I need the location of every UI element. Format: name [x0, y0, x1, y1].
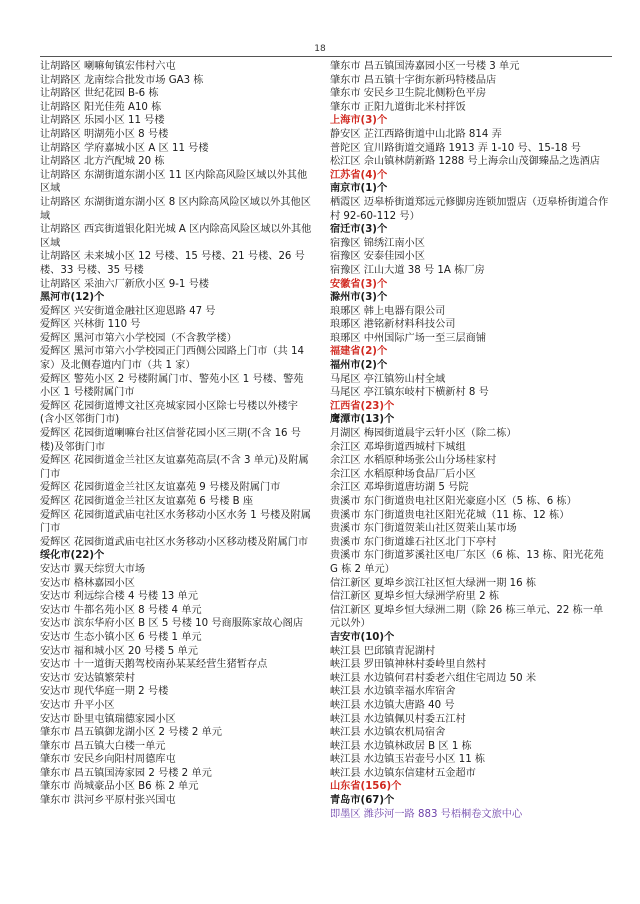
- address-entry: 宿豫区 安泰佳园小区: [330, 251, 425, 263]
- address-entry: 余江区 水稻原种场张公山分场桂家村: [330, 455, 497, 467]
- address-entry: 安达市 利远综合楼 4 号楼 13 单元: [40, 591, 198, 603]
- address-entry: 安达市 十一道街天鹅驾校南孙某某经营生猪暂存点: [40, 659, 268, 671]
- address-entry: 爱辉区 花园街道金兰社区友谊嘉苑 9 号楼及附属门市: [40, 482, 281, 494]
- address-entry: 安达市 卧里屯镇瑞德家园小区: [40, 713, 176, 725]
- address-entry: 让胡路区 东湖街道东湖小区 11 区内除高风险区域以外其他区域: [40, 169, 308, 195]
- address-entry: 让胡路区 明湖苑小区 8 号楼: [40, 128, 169, 140]
- province-heading: 安徽省(3)个: [330, 278, 388, 290]
- address-entry: 贵溪市 东门街道雄石社区北门下亭村: [330, 536, 497, 548]
- address-entry: 贵溪市 东门街道贵电社区阳光豪庭小区（5 栋、6 栋）: [330, 496, 577, 507]
- address-entry: 普陀区 宜川路街道交通路 1913 弄 1-10 号、15-18 号: [330, 142, 581, 154]
- address-entry: 爱辉区 花园街道武庙屯社区水务移动小区水务 1 号楼及附属门市: [40, 509, 311, 535]
- address-entry: 峡江县 水边镇幸福水库宿舍: [330, 686, 456, 698]
- address-entry: 信江新区 夏埠乡滨江社区恒大绿洲一期 16 栋: [330, 577, 537, 589]
- address-entry: 让胡路区 阳光佳苑 A10 栋: [40, 101, 162, 113]
- address-entry: 让胡路区 北方汽配城 20 栋: [40, 156, 165, 168]
- address-entry: 肇东市 洪河乡平原村张兴国屯: [40, 795, 176, 807]
- province-heading: 福建省(2)个: [330, 346, 388, 358]
- address-entry: 让胡路区 喇嘛甸镇宏伟村六屯: [40, 61, 176, 72]
- address-entry: 让胡路区 西宾街道银化阳光城 A 区内除高风险区域以外其他区域: [40, 224, 312, 249]
- city-heading: 吉安市(10)个: [330, 631, 395, 643]
- address-entry: 峡江县 水边镇大唐路 40 号: [330, 699, 455, 711]
- address-entry: 爱辉区 花园街道喇嘛台社区信誉花园小区三期(不含 16 号楼)及邻街门市: [40, 428, 301, 453]
- address-entry: 信江新区 夏埠乡恒大绿洲二期（除 26 栋三单元、22 栋一单元以外）: [330, 604, 604, 630]
- header-rule: [40, 56, 612, 57]
- address-entry: 余江区 水稻原种场食品厂后小区: [330, 468, 476, 480]
- address-entry: 琅琊区 港铭新材料科技公司: [330, 319, 456, 331]
- address-entry: 让胡路区 学府嘉城小区 A 区 11 号楼: [40, 142, 209, 154]
- address-entry: 峡江县 巴邱镇青泥湖村: [330, 645, 436, 657]
- address-entry: 余江区 邓埠街道西城村下城组: [330, 441, 466, 453]
- city-heading: 鹰潭市(13)个: [330, 414, 395, 426]
- address-entry: 峡江县 水边镇林政居 B 区 1 栋: [330, 740, 472, 752]
- address-entry: 肇东市 昌五镇国涛家园 2 号楼 2 单元: [40, 767, 212, 779]
- province-heading: 江西省(23)个: [330, 400, 395, 412]
- address-entry: 马尾区 亭江镇笏山村全域: [330, 373, 446, 385]
- address-entry: 让胡路区 世纪花园 B-6 栋: [40, 88, 159, 100]
- page-number: 18: [314, 44, 326, 54]
- address-entry: 安达市 滨东华府小区 B 区 5 号楼 10 号商服陈家故心阁店: [40, 618, 304, 630]
- address-entry: 安达市 升平小区: [40, 699, 115, 711]
- address-entry: 峡江县 水边镇农机局宿舍: [330, 727, 446, 739]
- address-entry: 信江新区 夏埠乡恒大绿洲学府里 2 栋: [330, 591, 500, 603]
- address-entry: 琅琊区 韩上电器有限公司: [330, 305, 446, 317]
- city-heading: 黑河市(12)个: [40, 292, 105, 304]
- address-entry: 让胡路区 龙南综合批发市场 GA3 栋: [40, 74, 204, 86]
- address-entry: 肇东市 昌五镇国涛嘉园小区一号楼 3 单元: [330, 61, 520, 72]
- address-entry: 让胡路区 东湖街道东湖小区 8 区内除高风险区域以外其他区域: [40, 196, 311, 222]
- address-entry: 爱辉区 兴安街道金融社区迎恩路 47 号: [40, 305, 216, 317]
- address-entry: 贵溪市 东门街道贺莱山社区贺莱山某市场: [330, 523, 517, 535]
- address-entry: 安达市 生态小镇小区 6 号楼 1 单元: [40, 631, 202, 643]
- address-entry: 峡江县 罗田镇神林村委岭里自然村: [330, 659, 487, 671]
- address-entry: 安达市 福和城小区 20 号楼 5 单元: [40, 645, 198, 657]
- province-heading: 山东省(156)个: [330, 781, 402, 793]
- address-entry: 肇东市 昌五镇御龙湖小区 2 号楼 2 单元: [40, 727, 222, 739]
- address-entry: 肇东市 昌五镇大白楼一单元: [40, 740, 166, 752]
- address-entry: 安达市 现代华庭一期 2 号楼: [40, 686, 169, 698]
- address-entry: 让胡路区 未来城小区 12 号楼、15 号楼、21 号楼、26 号楼、33 号楼、35 号楼: [40, 251, 305, 276]
- city-heading: 南京市(1)个: [330, 183, 388, 195]
- address-entry: 贵溪市 东门街道芗溪社区电厂东区（6 栋、13 栋、阳光花苑 G 栋 2 单元）: [330, 550, 604, 575]
- address-entry: 松江区 佘山镇林荫新路 1288 号上海佘山茂御臻品之选酒店: [330, 156, 600, 168]
- address-entry: 余江区 邓埠街道唐坊湖 5 号院: [330, 482, 469, 494]
- address-entry: 肇东市 昌五镇十字街东新玛特楼品店: [330, 74, 497, 86]
- address-entry: 安达市 格林嘉园小区: [40, 577, 135, 589]
- address-entry: 安达市 安达镇繁荣村: [40, 672, 135, 684]
- address-entry: 肇东市 正阳九道街北米村拌饭: [330, 101, 466, 113]
- address-entry: 马尾区 亭江镇东岐村下横新村 8 号: [330, 387, 489, 399]
- address-entry: 让胡路区 采油六厂新欣小区 9-1 号楼: [40, 278, 209, 290]
- address-entry: 肇东市 安民乡向阳村周德库屯: [40, 754, 176, 766]
- city-heading: 滁州市(3)个: [330, 292, 388, 304]
- address-entry: 爱辉区 警苑小区 2 号楼附属门市、警苑小区 1 号楼、警苑小区 1 号楼附属门市: [40, 373, 304, 399]
- address-entry: 贵溪市 东门街道贵电社区阳光花城（11 栋、12 栋）: [330, 509, 570, 521]
- city-heading: 宿迁市(3)个: [330, 224, 388, 236]
- city-heading: 绥化市(22)个: [40, 550, 105, 562]
- address-entry: 即墨区 潍莎河一路 883 号梧桐卷文旅中心: [330, 808, 523, 820]
- address-entry: 爱辉区 花园街道博文社区亮城家园小区除七号楼以外楼宇(含小区邻街门市): [40, 400, 298, 426]
- address-entry: 峡江县 水边镇玉岩壶号小区 11 栋: [330, 754, 486, 766]
- right-column: [330, 60, 612, 821]
- address-entry: 静安区 芷江西路街道中山北路 814 弄: [330, 128, 502, 140]
- address-entry: 爱辉区 兴林街 110 号: [40, 319, 141, 331]
- address-entry: 安达市 翼天综贸大市场: [40, 563, 146, 575]
- address-entry: 肇东市 安民乡卫生院北侧粉色平房: [330, 88, 487, 100]
- city-heading: 青岛市(67)个: [330, 795, 395, 807]
- address-entry: 肇东市 尚城豪品小区 B6 栋 2 单元: [40, 781, 199, 793]
- address-entry: 爱辉区 黑河市第六小学校园正门西侧公园路上门市（共 14 家）及北侧春道内门市（共 1 家）: [40, 346, 304, 372]
- address-entry: 宿豫区 锦绣江南小区: [330, 237, 425, 249]
- address-entry: 爱辉区 黑河市第六小学校园（不含教学楼）: [40, 332, 237, 344]
- address-entry: 月湖区 梅园街道晨宇云轩小区（除二栋）: [330, 428, 517, 440]
- address-entry: 栖霞区 迈皋桥街道郑远元修脚房连锁加盟店（迈皋桥街道合作村 92-60-112 号）: [330, 196, 609, 222]
- address-entry: 爱辉区 花园街道金兰社区友谊嘉苑高层(不含 3 单元)及附属门市: [40, 455, 309, 480]
- address-entry: 安达市 牛都名苑小区 8 号楼 4 单元: [40, 604, 202, 616]
- city-heading: 福州市(2)个: [330, 360, 388, 372]
- address-entry: 宿豫区 江山大道 38 号 1A 栋厂房: [330, 264, 485, 276]
- province-heading: 上海市(3)个: [330, 115, 388, 127]
- address-entry: 琅琊区 中州国际广场一至三层商铺: [330, 332, 487, 344]
- left-column: [40, 60, 312, 808]
- address-entry: 峡江县 水边镇何君村委老六组住宅周边 50 米: [330, 672, 537, 684]
- address-entry: 让胡路区 乐园小区 11 号楼: [40, 115, 165, 127]
- address-entry: 爱辉区 花园街道武庙屯社区水务移动小区移动楼及附属门市: [40, 536, 309, 548]
- address-entry: 峡江县 水边镇东信建材五金超市: [330, 767, 476, 779]
- address-entry: 峡江县 水边镇佩贝村委五江村: [330, 713, 466, 725]
- address-entry: 爱辉区 花园街道金兰社区友谊嘉苑 6 号楼 B 座: [40, 496, 254, 507]
- province-heading: 江苏省(4)个: [330, 169, 388, 181]
